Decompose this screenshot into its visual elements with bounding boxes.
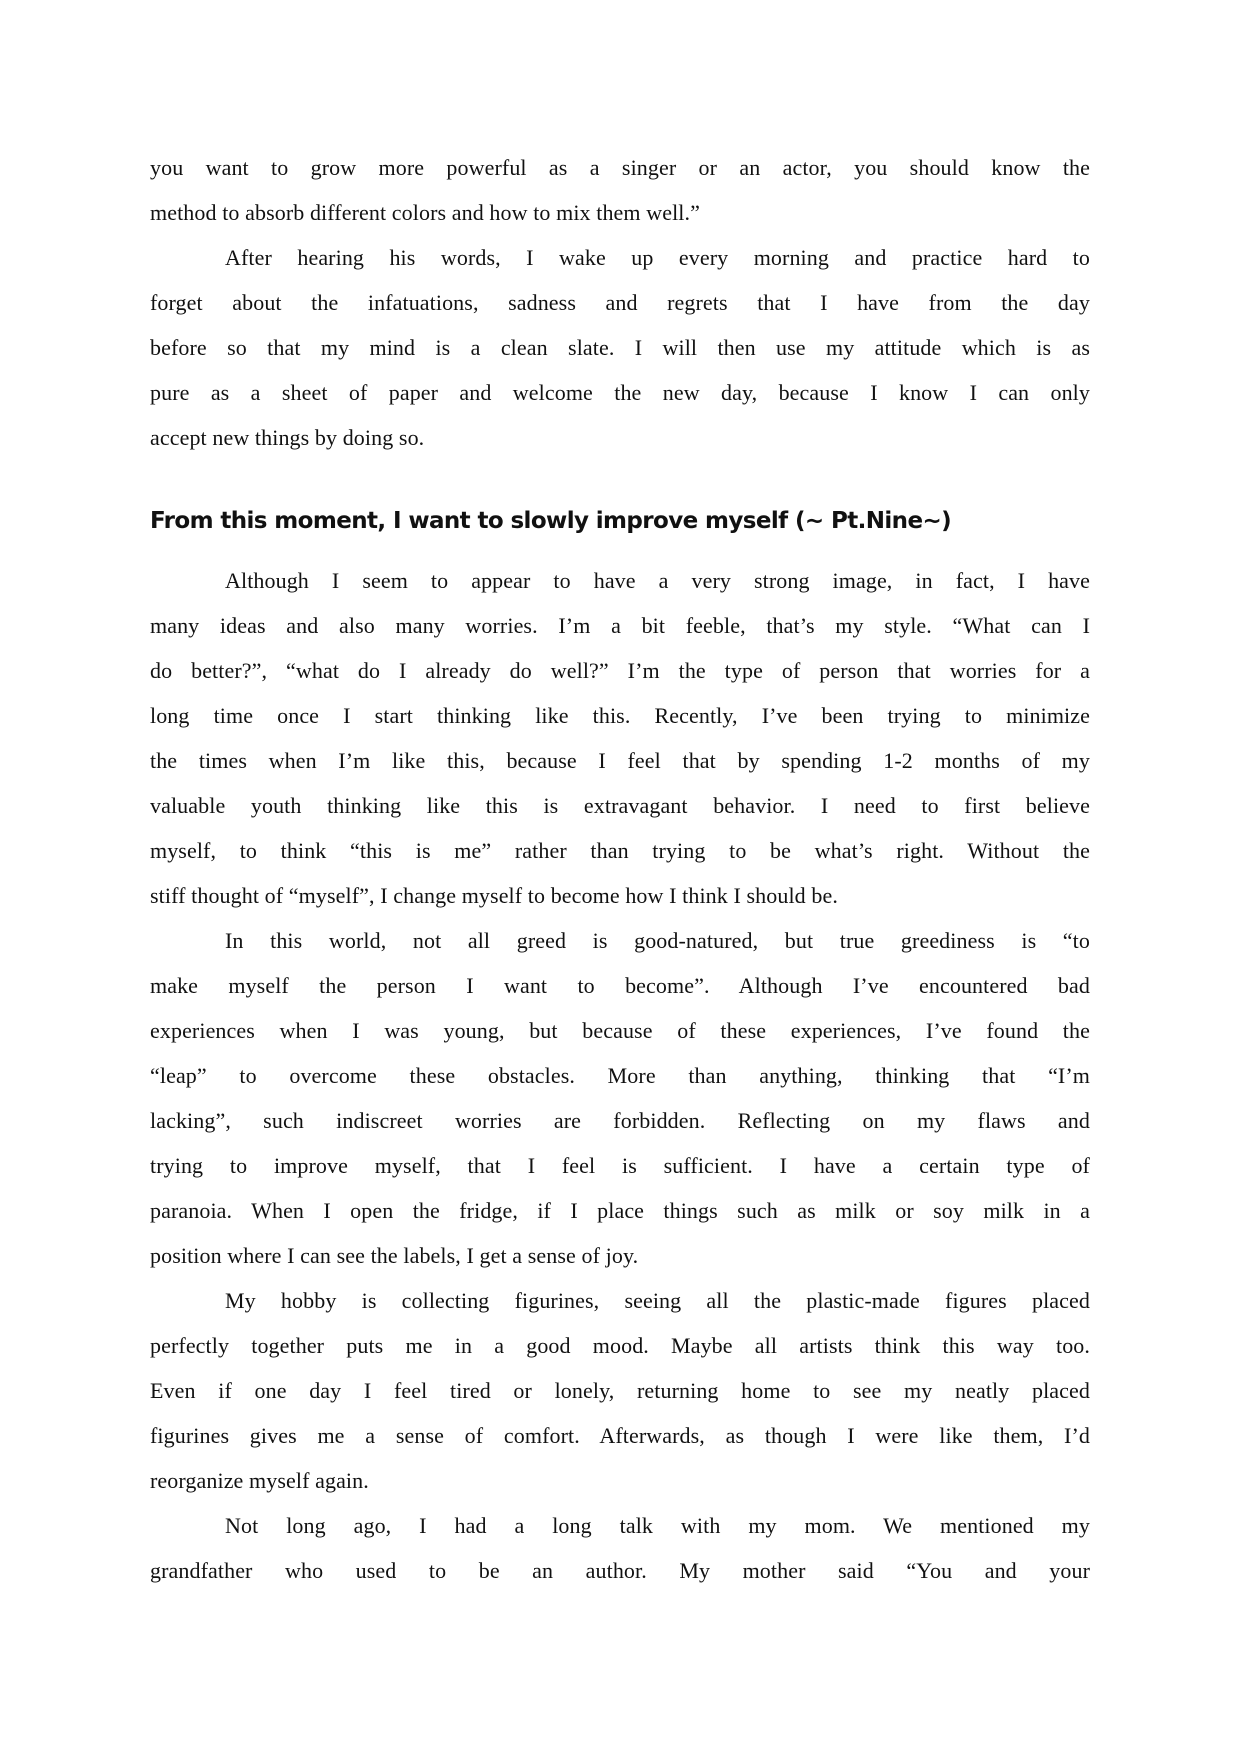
text-line: Not long ago, I had a long talk with my mom. We mentioned my xyxy=(225,1513,1090,1538)
text-line: you want to grow more powerful as a singer or an actor, you should know the xyxy=(150,155,1090,180)
text-line: paranoia. When I open the fridge, if I place things such as milk or soy milk in a xyxy=(150,1198,1090,1223)
text-line: perfectly together puts me in a good mood. Maybe all artists think this way too. xyxy=(150,1333,1090,1358)
section-heading: From this moment, I want to slowly improve myself (~ Pt.Nine~) xyxy=(150,508,952,534)
section-paragraph xyxy=(150,1503,1090,1593)
section-paragraph xyxy=(150,1278,1090,1503)
text-line: Although I seem to appear to have a very strong image, in fact, I have xyxy=(225,568,1090,593)
text-line: My hobby is collecting figurines, seeing all the plastic-made figures placed xyxy=(225,1288,1090,1313)
text-line: the times when I’m like this, because I feel that by spending 1-2 months of my xyxy=(150,748,1090,773)
text-line: figurines gives me a sense of comfort. Afterwards, as though I were like them, I’d xyxy=(150,1423,1090,1448)
text-line: Even if one day I feel tired or lonely, returning home to see my neatly placed xyxy=(150,1378,1090,1403)
text-line: do better?”, “what do I already do well?” I’m the type of person that worries for a xyxy=(150,658,1090,683)
text-line: accept new things by doing so. xyxy=(150,425,425,450)
text-line: trying to improve myself, that I feel is sufficient. I have a certain type of xyxy=(150,1153,1090,1178)
text-line: pure as a sheet of paper and welcome the new day, because I know I can only xyxy=(150,380,1090,405)
text-line: valuable youth thinking like this is extravagant behavior. I need to first believe xyxy=(150,793,1090,818)
text-line: grandfather who used to be an author. My mother said “You and your xyxy=(150,1558,1090,1583)
text-line: method to absorb different colors and how to mix them well.” xyxy=(150,200,700,225)
section-body xyxy=(150,558,1090,1593)
text-line: position where I can see the labels, I get a sense of joy. xyxy=(150,1243,639,1268)
section-paragraph xyxy=(150,918,1090,1278)
paragraph-after-hearing xyxy=(150,235,1090,460)
text-line: make myself the person I want to become”. Although I’ve encountered bad xyxy=(150,973,1090,998)
text-line: myself, to think “this is me” rather than trying to be what’s right. Without the xyxy=(150,838,1090,863)
text-line: reorganize myself again. xyxy=(150,1468,369,1493)
opening-text-block xyxy=(150,145,1090,460)
text-line: before so that my mind is a clean slate. I will then use my attitude which is as xyxy=(150,335,1090,360)
section-paragraph xyxy=(150,558,1090,918)
text-line: After hearing his words, I wake up every morning and practice hard to xyxy=(225,245,1090,270)
text-line: “leap” to overcome these obstacles. More than anything, thinking that “I’m xyxy=(150,1063,1090,1088)
text-line: stiff thought of “myself”, I change myself to become how I think I should be. xyxy=(150,883,838,908)
text-line: lacking”, such indiscreet worries are forbidden. Reflecting on my flaws and xyxy=(150,1108,1090,1133)
text-line: many ideas and also many worries. I’m a bit feeble, that’s my style. “What can I xyxy=(150,613,1090,638)
text-line: long time once I start thinking like this. Recently, I’ve been trying to minimize xyxy=(150,703,1090,728)
continuation-paragraph xyxy=(150,145,1090,235)
text-line: In this world, not all greed is good-natured, but true greediness is “to xyxy=(225,928,1090,953)
text-line: experiences when I was young, but because of these experiences, I’ve found the xyxy=(150,1018,1090,1043)
text-line: forget about the infatuations, sadness and regrets that I have from the day xyxy=(150,290,1090,315)
